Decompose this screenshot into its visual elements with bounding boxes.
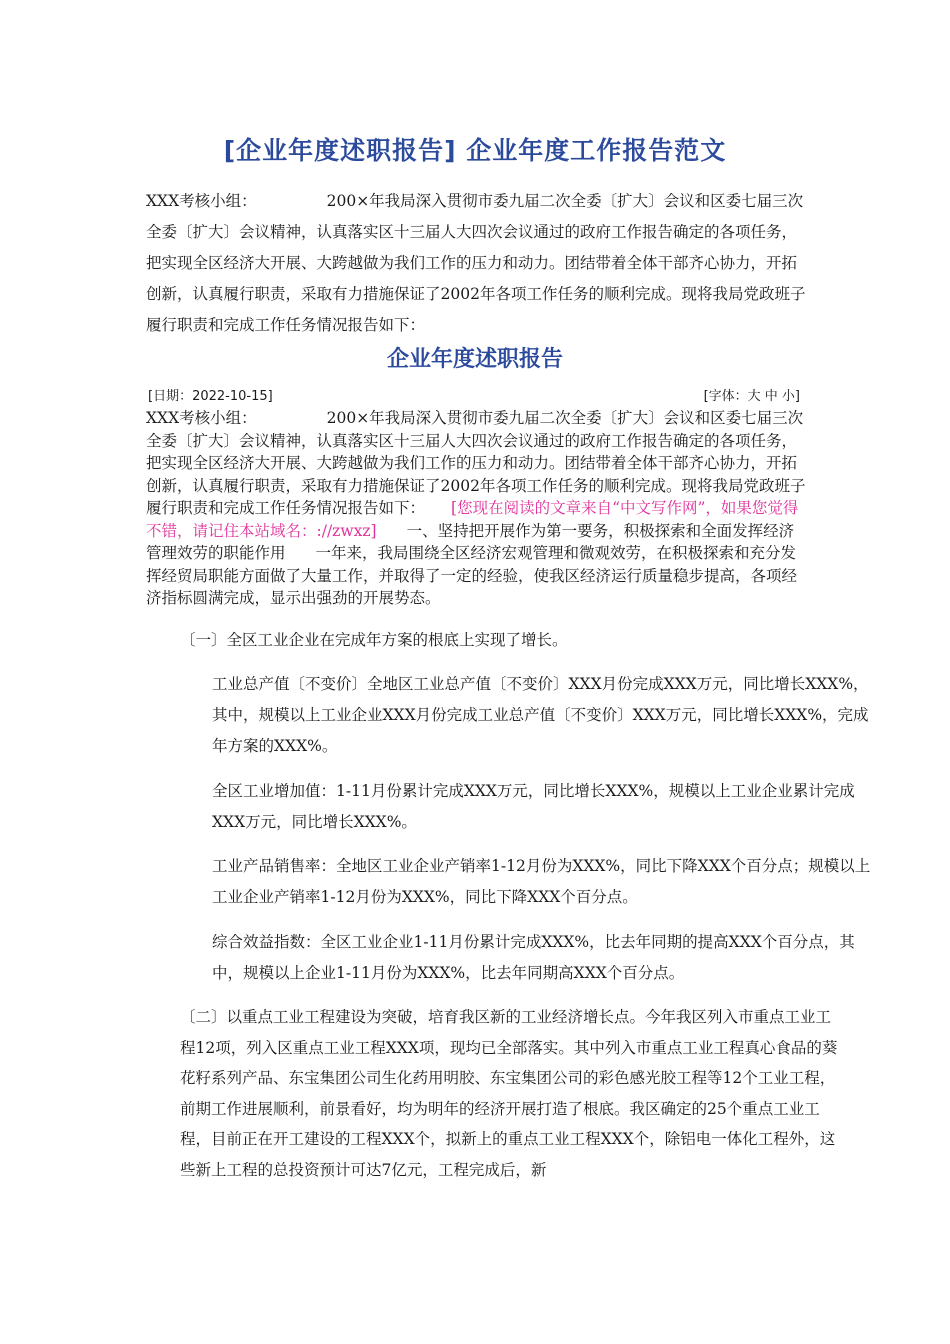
date-label: [日期：2022-10-15]: [148, 389, 273, 404]
section-one-text: 一年来，我局围绕全区经济宏观管理和微观效劳，在积极探索和充分发挥经贸局职能方面做了大量工作，并取得了一定的经验，使我区经济运行质量稳步提高，各项经济指标圆满完成，显示出强劲的开展势态。: [146, 544, 798, 607]
paragraph-efficiency: 综合效益指数：全区工业企业1-11月份累计完成XXX%，比去年同期的提高XXX个百分点，其中，规模以上企业1-11月份为XXX%，比去年同期高XXX个百分点。: [212, 933, 855, 982]
paragraph-sales-rate: 工业产品销售率：全地区工业企业产销率1-12月份为XXX%，同比下降XXX个百分点；规模以上工业企业产销率1-12月份为XXX%，同比下降XXX个百分点。: [212, 857, 871, 906]
paragraph-added-value: 全区工业增加值：1-11月份累计完成XXX万元，同比增长XXX%，规模以上工业企业累计完成XXX万元，同比增长XXX%。: [212, 782, 855, 831]
article-body: [146, 407, 806, 610]
section-one-heading: 一、坚持把开展作为第一要务，积极探索和全面发挥经济管理效劳的职能作用: [146, 521, 795, 562]
body-addressee: XXX考核小组：: [146, 409, 257, 427]
intro-paragraph: [146, 186, 806, 341]
subsection-one-heading: 〔一〕全区工业企业在完成年方案的根底上实现了增长。: [180, 631, 568, 649]
intro-addressee: XXX考核小组：: [146, 192, 257, 210]
paragraph-output-value: 工业总产值〔不变价〕全地区工业总产值〔不变价〕XXX月份完成XXX万元，同比增长XXX%，其中，规模以上工业企业XXX月份完成工业总产值〔不变价〕XXX万元，同比增长XXX%，完成年方案的XXX%。: [212, 675, 869, 755]
source-notice: [您现在阅读的文章来自“中文写作网”，如果您觉得不错，请记住本站域名：://zwxz]: [146, 499, 799, 540]
document-title: [企业年度述职报告] 企业年度工作报告范文: [223, 136, 727, 165]
body-text: 200×年我局深入贯彻市委九届二次全委〔扩大〕会议和区委七届三次全委〔扩大〕会议精神，认真落实区十三届人大四次会议通过的政府工作报告确定的各项任务，把实现全区经济大开展、大跨越做为我们工作的压力和动力。团结带着全体干部齐心协力，开拓创新，认真履行职责，采取有力措施保证了2002年各项工作任务的顺利完成。现将我局党政班子履行职责和完成工作任务情况报告如下：: [146, 409, 806, 517]
subsection-two: 〔二〕以重点工业工程建设为突破，培育我区新的工业经济增长点。今年我区列入市重点工业工程12项，列入区重点工业工程XXX项，现均已全部落实。其中列入市重点工业工程真心食品的葵花籽系列产品、东宝集团公司生化药用明胶、东宝集团公司的彩色感光胶工程等12个工业工程，前期工作进展顺利，前景看好，均为明年的经济开展打造了根底。我区确定的25个重点工业工程，目前正在开工建设的工程XXX个，拟新上的重点工业工程XXX个，除铝电一体化工程外，这些新上工程的总投资预计可达7亿元，工程完成后，新: [180, 1008, 838, 1179]
article-subtitle: 企业年度述职报告: [386, 347, 563, 372]
font-size-selector[interactable]: [字体：大 中 小]: [703, 389, 800, 404]
intro-text: 200×年我局深入贯彻市委九届二次全委〔扩大〕会议和区委七届三次全委〔扩大〕会议精神，认真落实区十三届人大四次会议通过的政府工作报告确定的各项任务，把实现全区经济大开展、大跨越做为我们工作的压力和动力。团结带着全体干部齐心协力，开拓创新，认真履行职责，采取有力措施保证了2002年各项工作任务的顺利完成。现将我局党政班子履行职责和完成工作任务情况报告如下：: [146, 192, 806, 334]
